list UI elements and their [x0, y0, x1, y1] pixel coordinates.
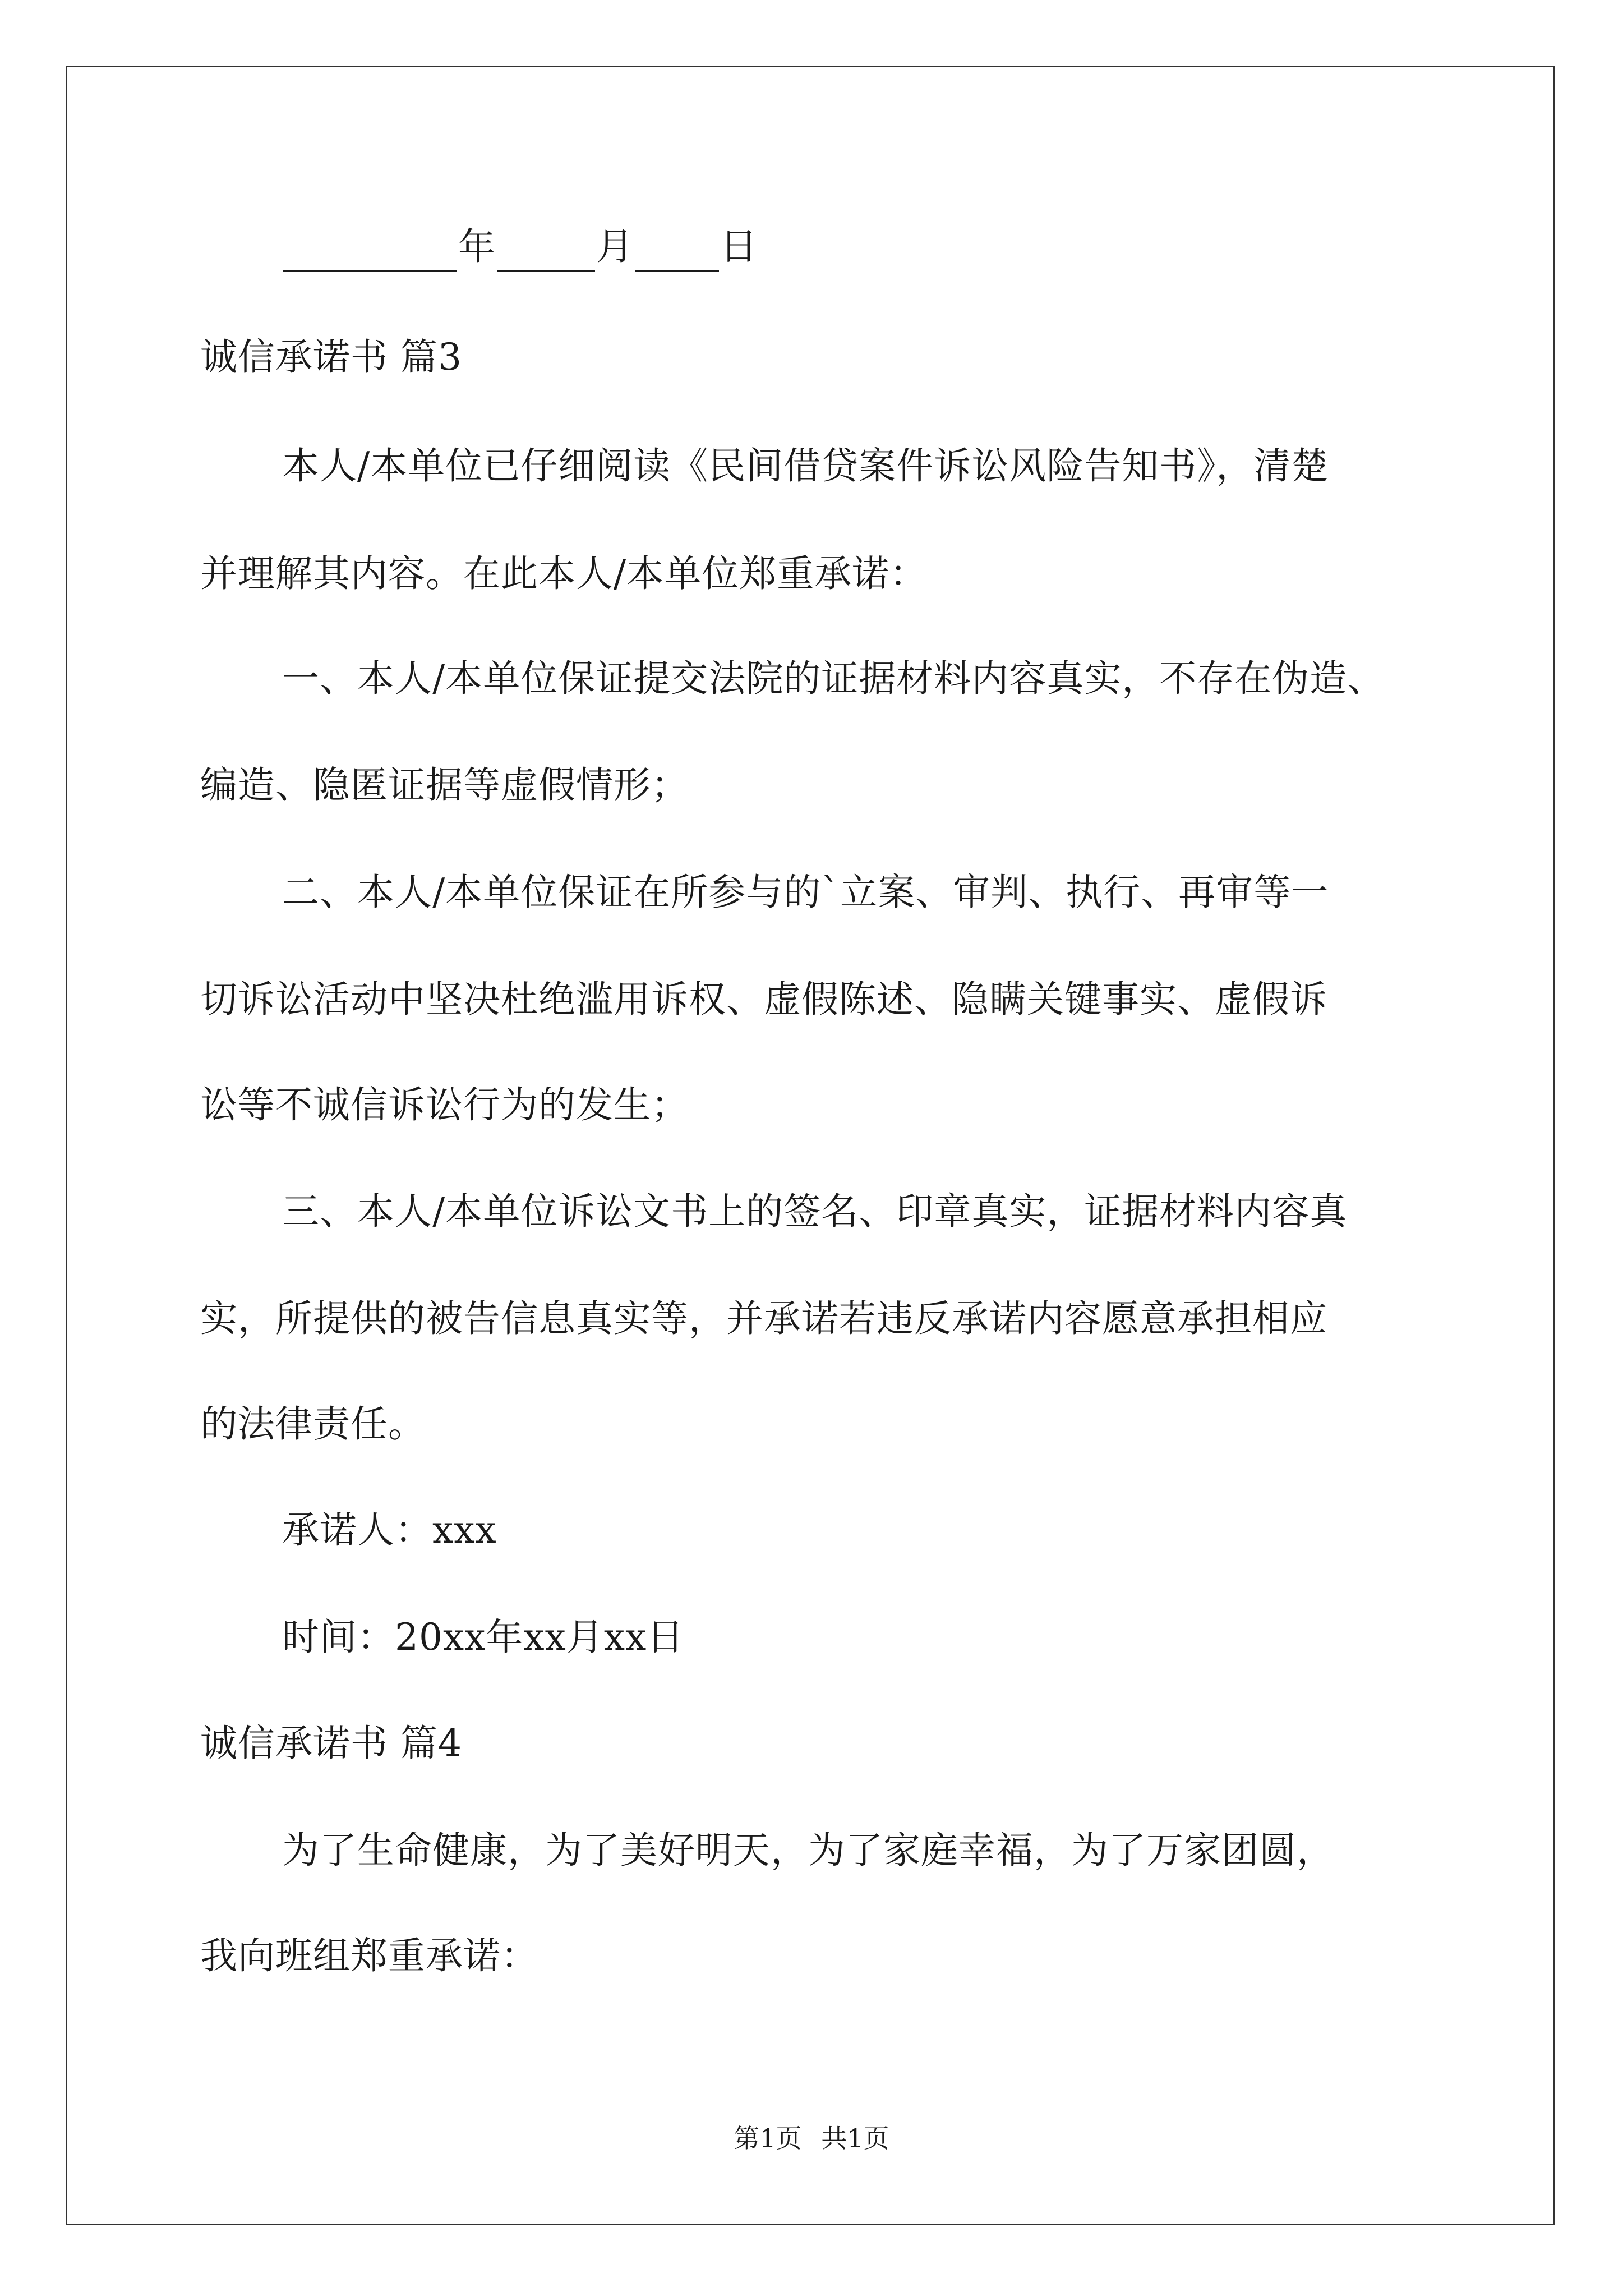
paragraph-line: 实，所提供的被告信息真实等，并承诺若违反承诺内容愿意承担相应	[200, 1297, 1327, 1340]
paragraph-line: 本人/本单位已仔细阅读《民间借贷案件诉讼风险告知书》，清楚	[282, 444, 1329, 487]
day-label: 日	[720, 225, 758, 268]
paragraph-line: 为了生命健康，为了美好明天，为了家庭幸福，为了万家团圆，	[282, 1829, 1334, 1872]
year-blank	[283, 236, 457, 272]
month-label: 月	[596, 225, 634, 268]
paragraph-line: 讼等不诚信诉讼行为的发生；	[200, 1083, 689, 1126]
section-heading-4: 诚信承诺书 篇4	[200, 1722, 462, 1765]
page-footer	[0, 2122, 1623, 2155]
month-blank	[497, 236, 595, 272]
page-frame	[66, 66, 1555, 2225]
year-label: 年	[458, 225, 496, 268]
paragraph-line: 并理解其内容。在此本人/本单位郑重承诺：	[200, 552, 928, 595]
paragraph-line: 一、本人/本单位保证提交法院的证据材料内容真实，不存在伪造、	[282, 657, 1385, 700]
day-blank	[635, 236, 719, 272]
paragraph-line: 切诉讼活动中坚决杜绝滥用诉权、虚假陈述、隐瞒关键事实、虚假诉	[200, 978, 1327, 1021]
page-total: 共1页	[821, 2123, 889, 2154]
paragraph-line: 三、本人/本单位诉讼文书上的签名、印章真实，证据材料内容真	[282, 1190, 1348, 1233]
paragraph-line: 我向班组郑重承诺：	[200, 1934, 538, 1977]
section-heading-3: 诚信承诺书 篇3	[200, 335, 462, 379]
page-number: 第1页	[734, 2123, 802, 2154]
time-line: 时间：20xx年xx月xx日	[282, 1616, 685, 1659]
paragraph-line: 的法律责任。	[200, 1402, 426, 1446]
promisor-line: 承诺人：xxx	[282, 1508, 497, 1552]
paragraph-line: 二、本人/本单位保证在所参与的`立案、审判、执行、再审等一	[282, 871, 1329, 914]
date-line	[282, 222, 758, 272]
paragraph-line: 编造、隐匿证据等虚假情形；	[200, 763, 689, 807]
